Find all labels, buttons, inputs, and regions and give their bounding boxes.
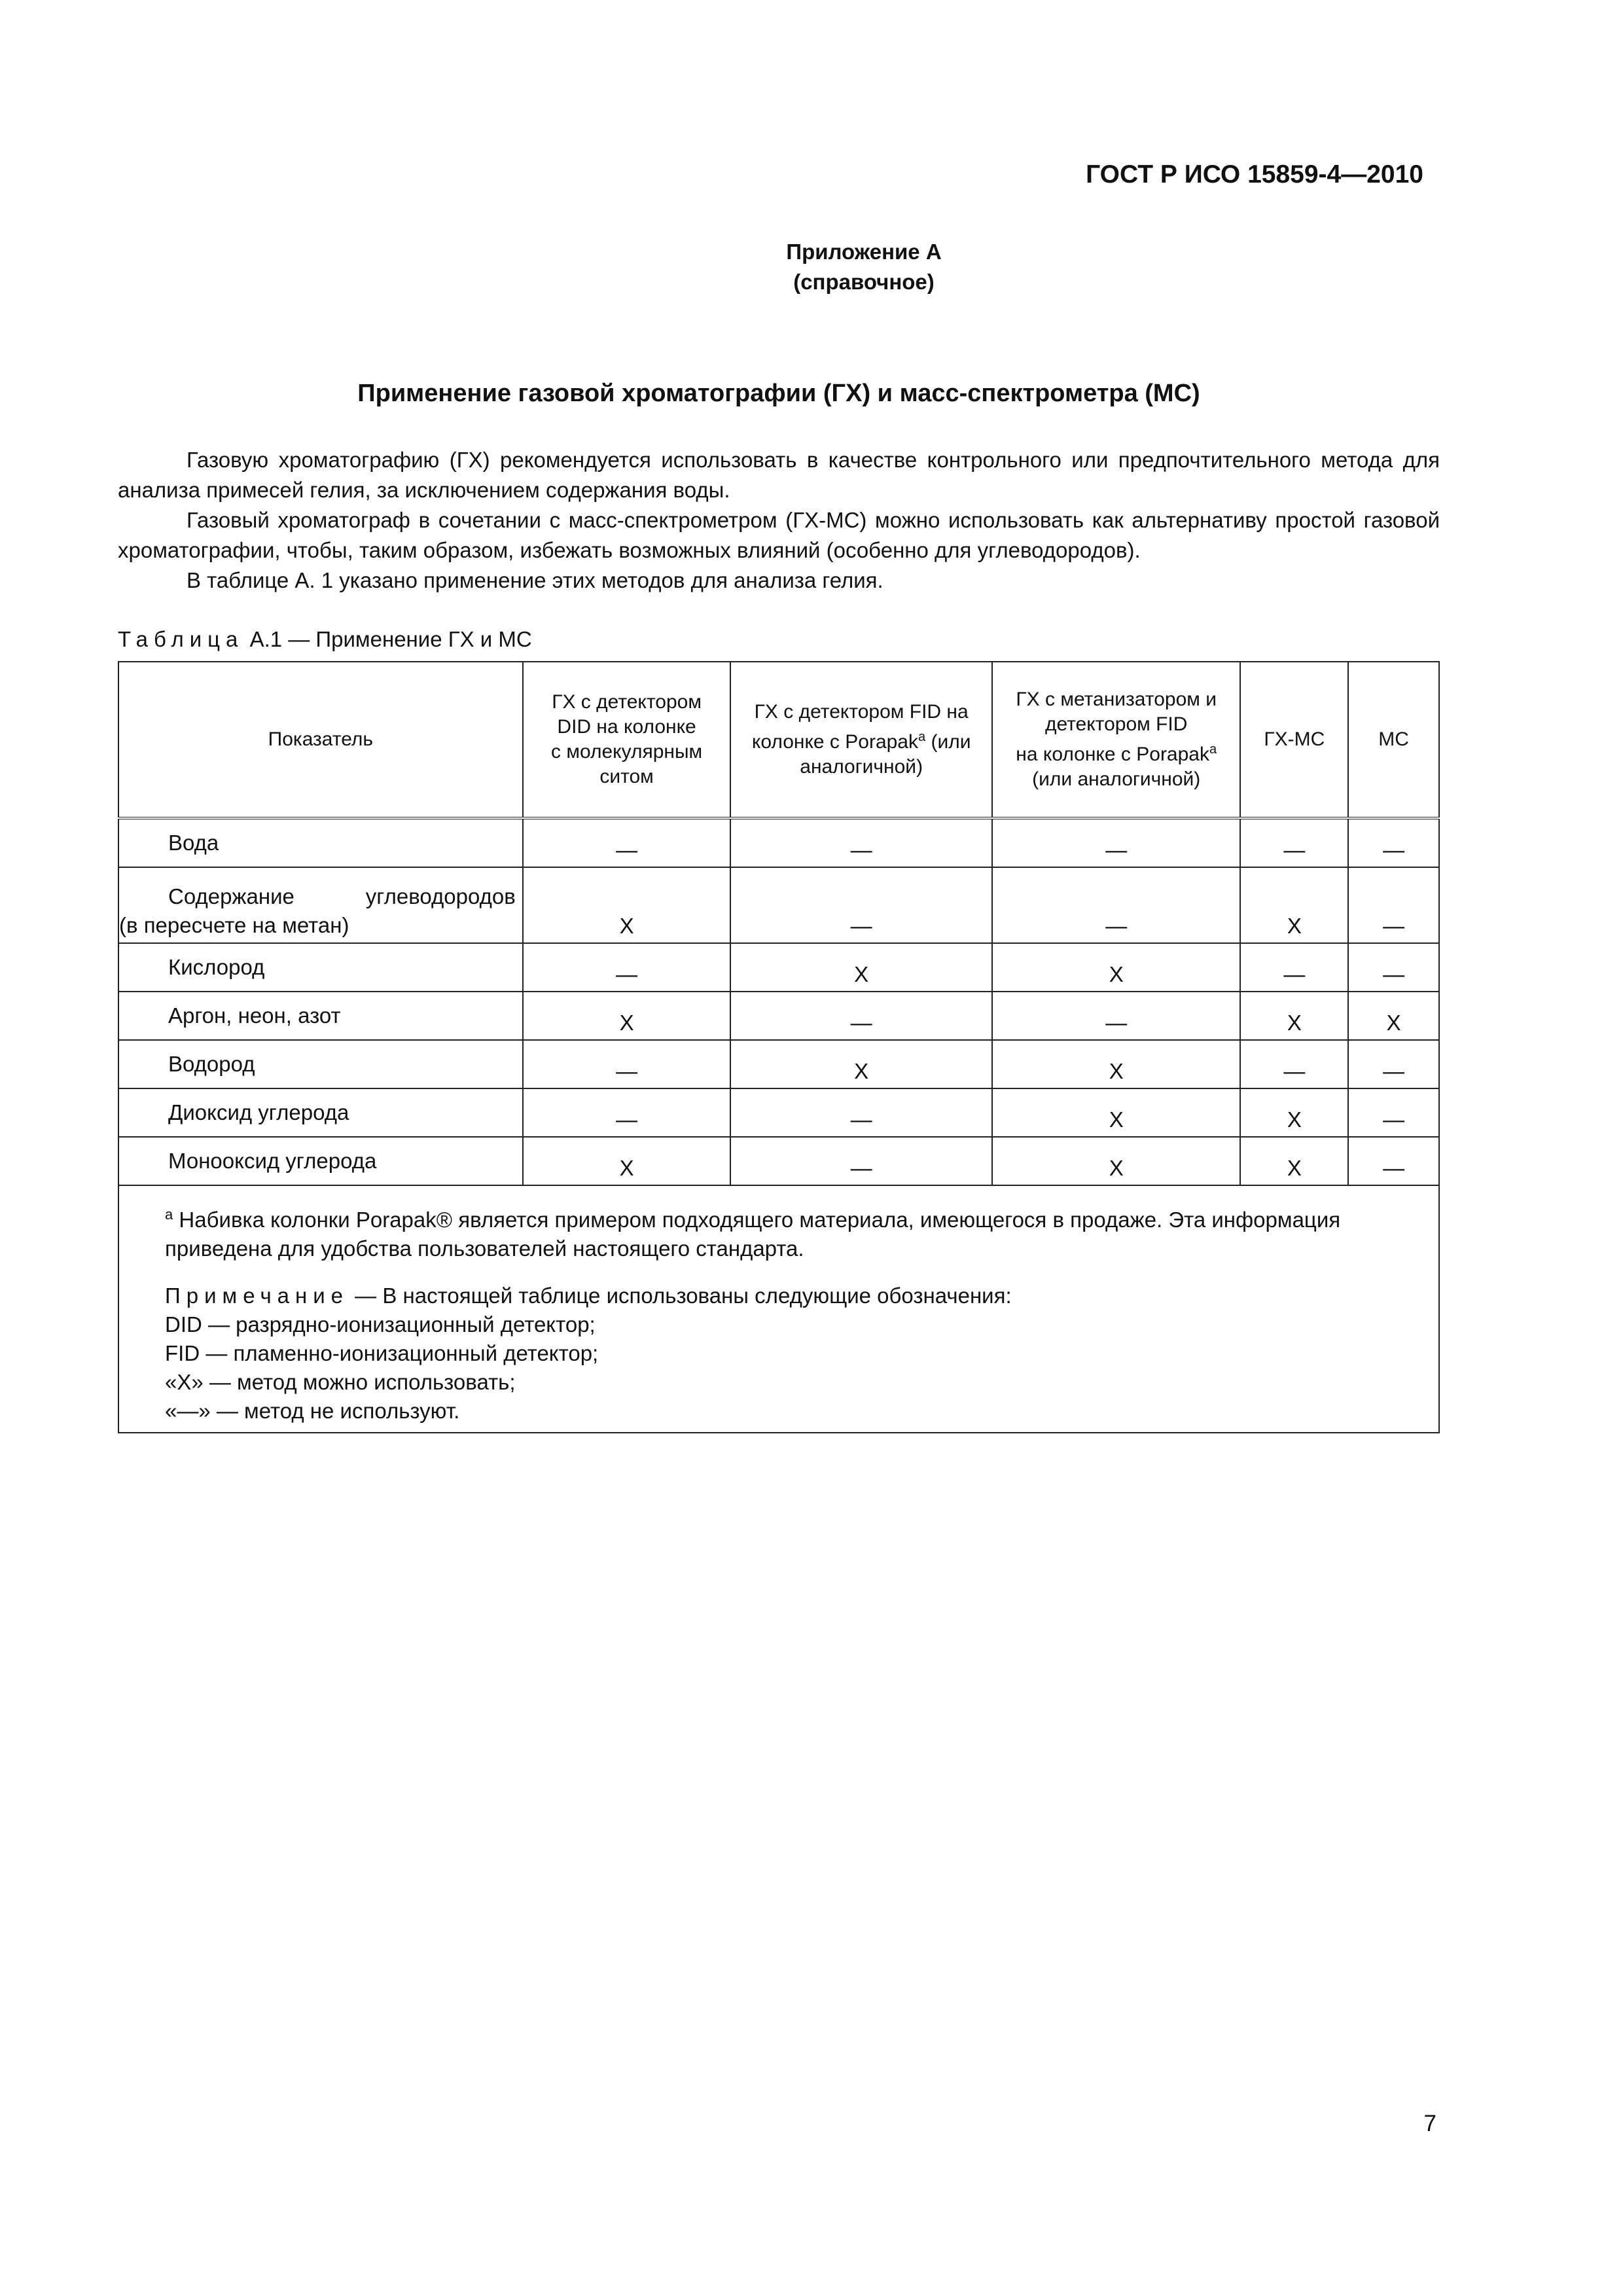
- appendix-heading: [0, 237, 1623, 297]
- paragraph: В таблице А. 1 указано применение этих методов для анализа гелия.: [187, 568, 883, 592]
- cell: —: [730, 1088, 991, 1137]
- header-gc-methanizer: ГХ с метанизатором и детектором FID на колонке с Porapak$^a$ (или аналогичной): [992, 662, 1241, 818]
- cell: X: [1240, 1088, 1348, 1137]
- table-footer-row: [118, 1185, 1439, 1433]
- table-row: [118, 1088, 1439, 1137]
- appendix-label: Приложение А: [786, 240, 942, 264]
- note-word: Примечание: [165, 1283, 349, 1308]
- cell: —: [730, 1137, 991, 1185]
- footnote-text: Набивка колонки Porapak® является примером подходящего материала, имеющегося в продаже. Эта информация приведена для удобства пользователей настоящего стандарта.: [165, 1208, 1341, 1261]
- cell: —: [730, 818, 991, 867]
- cell: X: [992, 1137, 1241, 1185]
- header-gc-fid: ГХ с детектором FID на колонке с Porapak$^a$ (или аналогичной): [730, 662, 991, 818]
- cell: X: [1240, 1137, 1348, 1185]
- note-line: FID — пламенно-ионизационный детектор;: [165, 1341, 599, 1365]
- cell: X: [992, 943, 1241, 992]
- cell: X: [992, 1088, 1241, 1137]
- cell: —: [523, 1088, 731, 1137]
- table-footer: [118, 1185, 1439, 1433]
- cell: —: [523, 1040, 731, 1088]
- row-label: Диоксид углерода: [118, 1088, 523, 1137]
- cell: —: [523, 818, 731, 867]
- table-caption: [118, 627, 532, 652]
- cell: X: [1240, 867, 1348, 943]
- table-row: [118, 1040, 1439, 1088]
- row-label: Аргон, неон, азот: [118, 992, 523, 1040]
- note-line: «X» — метод можно использовать;: [165, 1370, 516, 1394]
- cell: —: [1240, 1040, 1348, 1088]
- cell: —: [1348, 1040, 1439, 1088]
- section-title: Применение газовой хроматографии (ГХ) и масс-спектрометра (МС): [357, 380, 1200, 407]
- cell: X: [730, 943, 991, 992]
- header-ms: МС: [1348, 662, 1439, 818]
- note-line: «—» — метод не используют.: [165, 1399, 460, 1423]
- row-label: Водород: [118, 1040, 523, 1088]
- table-row: [118, 818, 1439, 867]
- cell: X: [1240, 992, 1348, 1040]
- table-note: [165, 1282, 1427, 1426]
- cell: —: [730, 992, 991, 1040]
- cell: —: [1348, 818, 1439, 867]
- cell: —: [1240, 943, 1348, 992]
- cell: —: [1348, 1137, 1439, 1185]
- table-caption-word: Таблица: [118, 627, 244, 651]
- header-gc-did: ГХ с детектором DID на колонке с молекулярным ситом: [523, 662, 731, 818]
- table-row: [118, 992, 1439, 1040]
- cell: —: [1240, 818, 1348, 867]
- table-row: [118, 1137, 1439, 1185]
- cell: —: [992, 992, 1241, 1040]
- methods-table: [118, 661, 1440, 1433]
- page-number: 7: [1423, 2111, 1436, 2136]
- table-header-row: [118, 662, 1439, 818]
- cell: —: [523, 943, 731, 992]
- row-label: Содержание углеводородов (в пересчете на метан): [118, 867, 523, 943]
- paragraph: Газовую хроматографию (ГХ) рекомендуется использовать в качестве контрольного или предпочтительного метода для анализа примесей гелия, за исключением содержания воды.: [118, 448, 1440, 502]
- cell: —: [992, 867, 1241, 943]
- cell: —: [730, 867, 991, 943]
- cell: X: [523, 992, 731, 1040]
- cell: —: [1348, 1088, 1439, 1137]
- header-indicator: Показатель: [118, 662, 523, 818]
- appendix-type: (справочное): [793, 270, 935, 294]
- table-row: [118, 867, 1439, 943]
- cell: X: [992, 1040, 1241, 1088]
- cell: X: [730, 1040, 991, 1088]
- footnote: [165, 1200, 1427, 1263]
- row-label: Вода: [118, 818, 523, 867]
- note-intro: — В настоящей таблице использованы следующие обозначения:: [349, 1283, 1012, 1308]
- cell: X: [523, 867, 731, 943]
- cell: —: [1348, 867, 1439, 943]
- row-label: Кислород: [118, 943, 523, 992]
- cell: —: [992, 818, 1241, 867]
- table-caption-title: А.1 — Применение ГХ и МС: [249, 627, 532, 651]
- body-text: [118, 445, 1440, 596]
- note-line: DID — разрядно-ионизационный детектор;: [165, 1312, 596, 1336]
- table-row: [118, 943, 1439, 992]
- cell: —: [1348, 943, 1439, 992]
- cell: X: [1348, 992, 1439, 1040]
- row-label: Монооксид углерода: [118, 1137, 523, 1185]
- header-gc-ms: ГХ-МС: [1240, 662, 1348, 818]
- paragraph: Газовый хроматограф в сочетании с масс-спектрометром (ГХ-МС) можно использовать как альтернативу простой газовой хроматографии, чтобы, таким образом, избежать возможных влияний (особенно для углеводородов).: [118, 508, 1440, 562]
- cell: X: [523, 1137, 731, 1185]
- standard-code: ГОСТ Р ИСО 15859-4—2010: [1086, 160, 1423, 188]
- footnote-mark: a: [165, 1206, 173, 1223]
